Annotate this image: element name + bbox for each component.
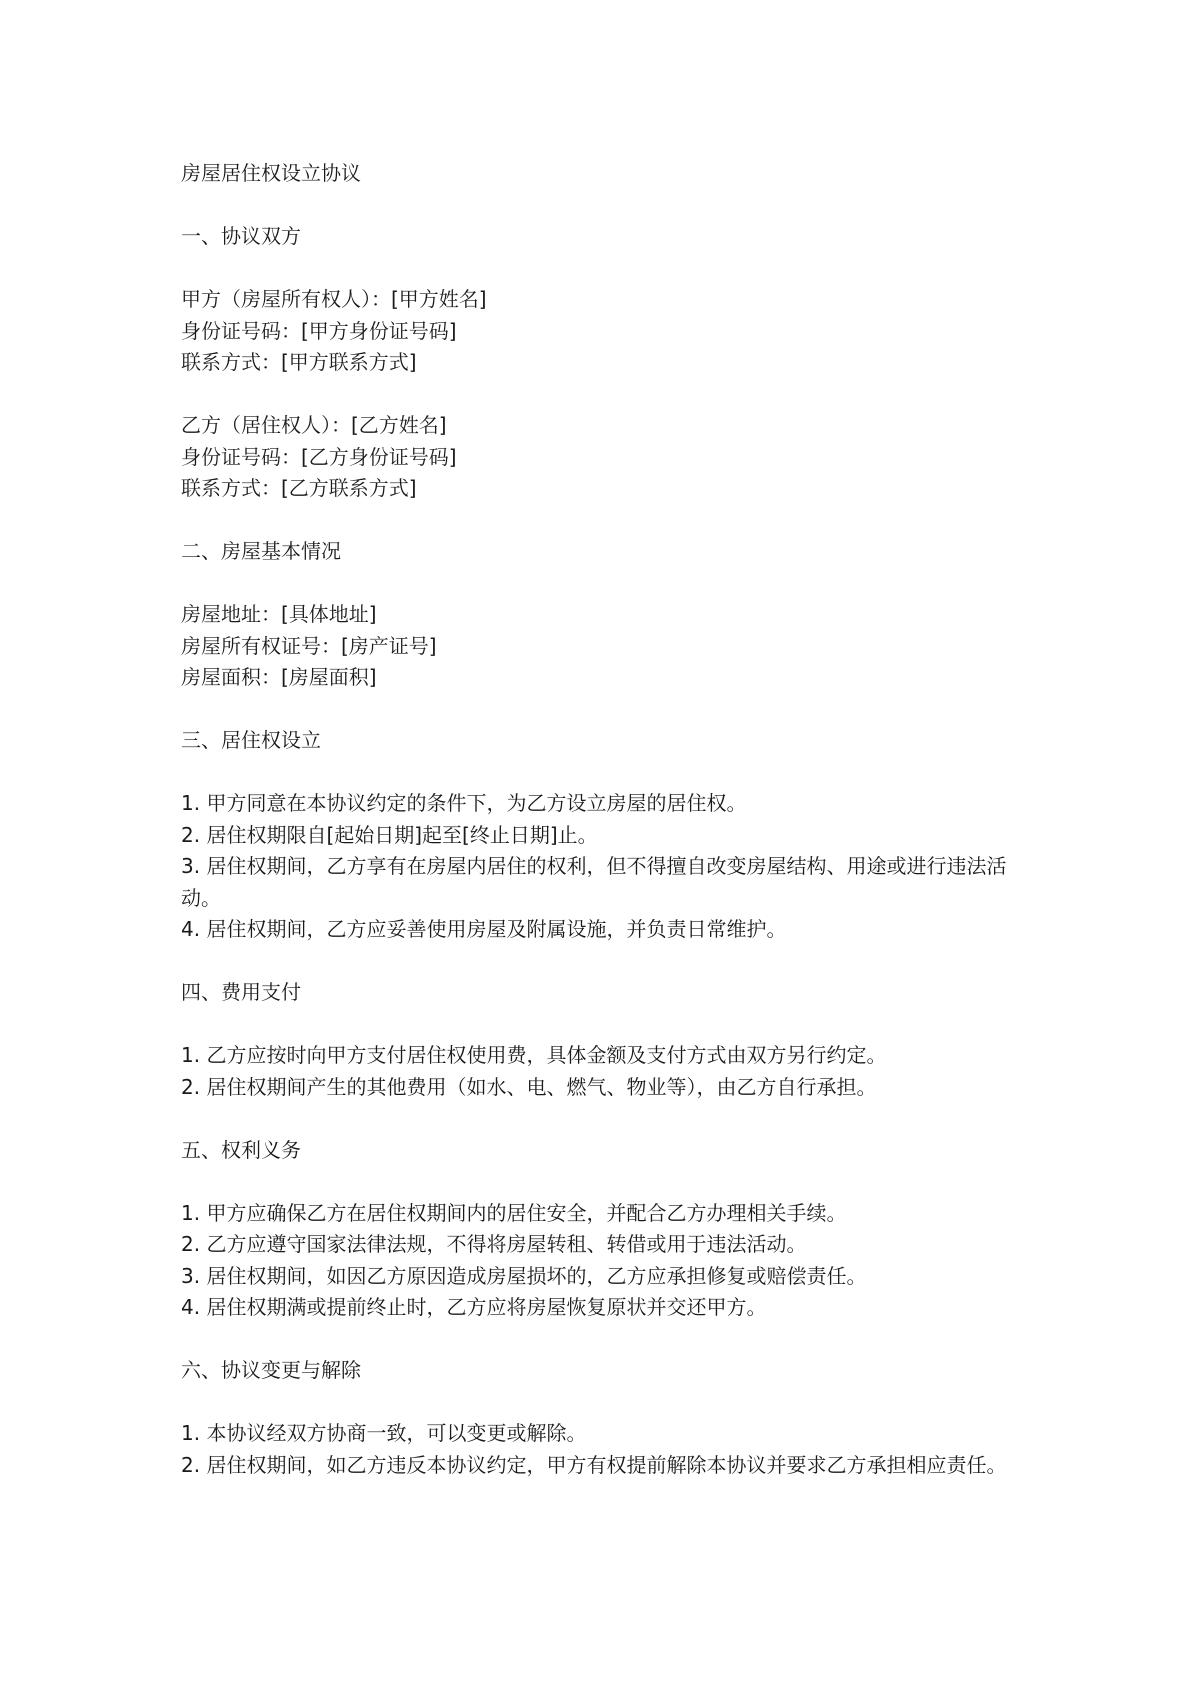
section-heading-residence-right: 三、居住权设立: [181, 728, 321, 752]
property-area: 房屋面积：[房屋面积]: [181, 665, 377, 689]
party-b-id-number: 身份证号码：[乙方身份证号码]: [181, 444, 457, 469]
spacer: [181, 757, 1021, 789]
spacer: [181, 568, 1021, 600]
clause-item: 4. 居住权期间，乙方应妥善使用房屋及附属设施，并负责日常维护。: [181, 917, 787, 941]
spacer: [181, 1387, 1021, 1419]
spacer: [181, 379, 1021, 411]
spacer: [181, 694, 1021, 726]
clause-item: 3. 居住权期间，乙方享有在房屋内居住的权利，但不得擅自改变房屋结构、用途或进行违法活动。: [181, 854, 1007, 910]
clause-item: 1. 本协议经双方协商一致，可以变更或解除。: [181, 1421, 587, 1445]
section-heading-amendment-termination: 六、协议变更与解除: [181, 1358, 361, 1382]
clause-item: 2. 乙方应遵守国家法律法规，不得将房屋转租、转借或用于违法活动。: [181, 1232, 807, 1256]
party-b-contact: 联系方式：[乙方联系方式]: [181, 476, 417, 500]
spacer: [181, 190, 1021, 222]
clause-item: 1. 甲方同意在本协议约定的条件下，为乙方设立房屋的居住权。: [181, 791, 747, 815]
property-address: 房屋地址：[具体地址]: [181, 602, 377, 626]
spacer: [181, 505, 1021, 537]
party-a-name: 甲方（房屋所有权人）：[甲方姓名]: [181, 287, 487, 311]
document-page: [181, 158, 1021, 1481]
clause-item: 1. 乙方应按时向甲方支付居住权使用费，具体金额及支付方式由双方另行约定。: [181, 1043, 887, 1067]
spacer: [181, 1324, 1021, 1356]
section-heading-rights-obligations: 五、权利义务: [181, 1137, 301, 1162]
spacer: [181, 253, 1021, 285]
section-heading-payment: 四、费用支付: [181, 980, 301, 1004]
property-certificate-number: 房屋所有权证号：[房产证号]: [181, 633, 437, 658]
party-b-name: 乙方（居住权人）：[乙方姓名]: [181, 413, 447, 437]
clause-item: 1. 甲方应确保乙方在居住权期间内的居住安全，并配合乙方办理相关手续。: [181, 1200, 847, 1225]
document-title: 房屋居住权设立协议: [181, 161, 361, 185]
party-a-id-number: 身份证号码：[甲方身份证号码]: [181, 318, 457, 343]
clause-item: 4. 居住权期满或提前终止时，乙方应将房屋恢复原状并交还甲方。: [181, 1295, 767, 1319]
clause-item: 2. 居住权期间产生的其他费用（如水、电、燃气、物业等），由乙方自行承担。: [181, 1074, 877, 1099]
spacer: [181, 1166, 1021, 1198]
clause-item: 2. 居住权期限自[起始日期]起至[终止日期]止。: [181, 822, 598, 847]
section-heading-property: 二、房屋基本情况: [181, 539, 341, 563]
party-a-contact: 联系方式：[甲方联系方式]: [181, 350, 417, 374]
spacer: [181, 1009, 1021, 1041]
clause-item: 3. 居住权期间，如因乙方原因造成房屋损坏的，乙方应承担修复或赔偿责任。: [181, 1263, 867, 1288]
spacer: [181, 1103, 1021, 1135]
section-heading-parties: 一、协议双方: [181, 224, 301, 248]
clause-item: 2. 居住权期间，如乙方违反本协议约定，甲方有权提前解除本协议并要求乙方承担相应责任。: [181, 1452, 1007, 1477]
spacer: [181, 946, 1021, 978]
